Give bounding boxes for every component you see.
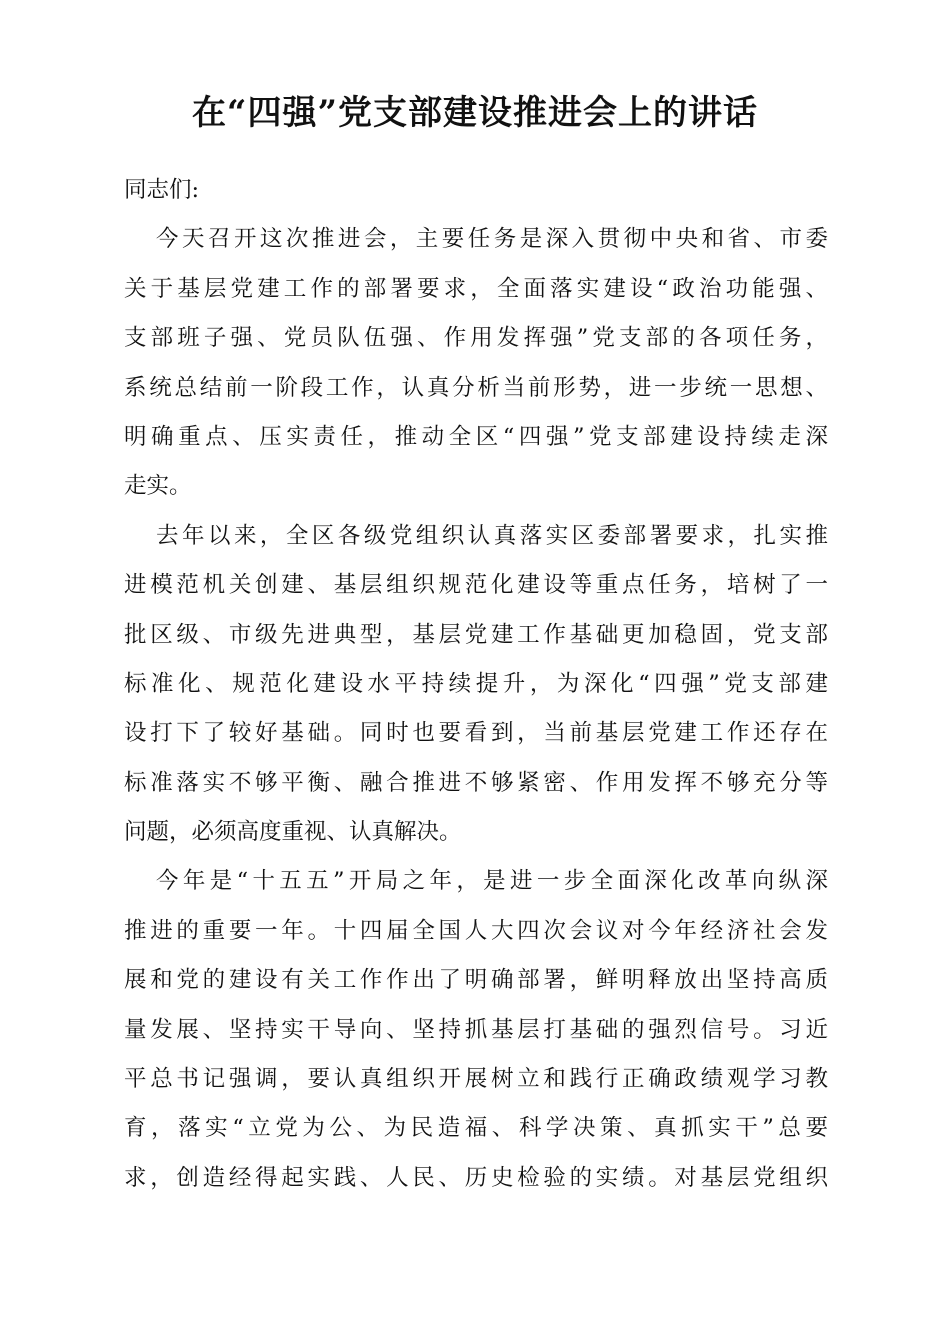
paragraph-2-line-1: 去年以来，全区各级党组织认真落实区委部署要求，扎实推 xyxy=(156,522,828,549)
paragraph-3-line-4: 量发展、坚持实干导向、坚持抓基层打基础的强烈信号。习近 xyxy=(124,1016,828,1043)
paragraph-2-line-6: 标准落实不够平衡、融合推进不够紧密、作用发挥不够充分等 xyxy=(124,769,828,796)
document-title: 在“四强”党支部建设推进会上的讲话 xyxy=(191,93,759,133)
paragraph-1-line-1: 今天召开这次推进会，主要任务是深入贯彻中央和省、市委 xyxy=(156,226,828,253)
paragraph-2-line-5: 设打下了较好基础。同时也要看到，当前基层党建工作还存在 xyxy=(124,720,828,747)
paragraph-3-line-6: 育，落实“立党为公、为民造福、科学决策、真抓实干”总要 xyxy=(124,1115,828,1142)
paragraph-1-line-3: 支部班子强、党员队伍强、作用发挥强”党支部的各项任务， xyxy=(124,325,828,352)
paragraph-1-line-2: 关于基层党建工作的部署要求，全面落实建设“政治功能强、 xyxy=(124,275,828,302)
paragraph-1-line-5: 明确重点、压实责任，推动全区“四强”党支部建设持续走深 xyxy=(124,423,828,450)
paragraph-3-line-3: 展和党的建设有关工作作出了明确部署，鲜明释放出坚持高质 xyxy=(124,967,828,994)
paragraph-2-line-2: 进模范机关创建、基层组织规范化建设等重点任务，培树了一 xyxy=(124,572,828,599)
document-body xyxy=(124,166,828,1203)
paragraph-1-line-6: 走实。 xyxy=(124,473,192,500)
paragraph-3-line-1: 今年是“十五五”开局之年，是进一步全面深化改革向纵深 xyxy=(156,868,828,895)
paragraph-3-line-2: 推进的重要一年。十四届全国人大四次会议对今年经济社会发 xyxy=(124,917,828,944)
paragraph-3-line-7: 求，创造经得起实践、人民、历史检验的实绩。对基层党组织 xyxy=(124,1164,828,1191)
paragraph-2-line-3: 批区级、市级先进典型，基层党建工作基础更加稳固，党支部 xyxy=(124,621,828,648)
paragraph-1-line-4: 系统总结前一阶段工作，认真分析当前形势，进一步统一思想、 xyxy=(124,374,828,401)
paragraph-3-line-5: 平总书记强调，要认真组织开展树立和践行正确政绩观学习教 xyxy=(124,1066,828,1093)
salutation: 同志们: xyxy=(124,177,200,203)
paragraph-2-line-7: 问题，必须高度重视、认真解决。 xyxy=(124,819,462,846)
paragraph-2-line-4: 标准化、规范化建设水平持续提升，为深化“四强”党支部建 xyxy=(124,670,828,697)
